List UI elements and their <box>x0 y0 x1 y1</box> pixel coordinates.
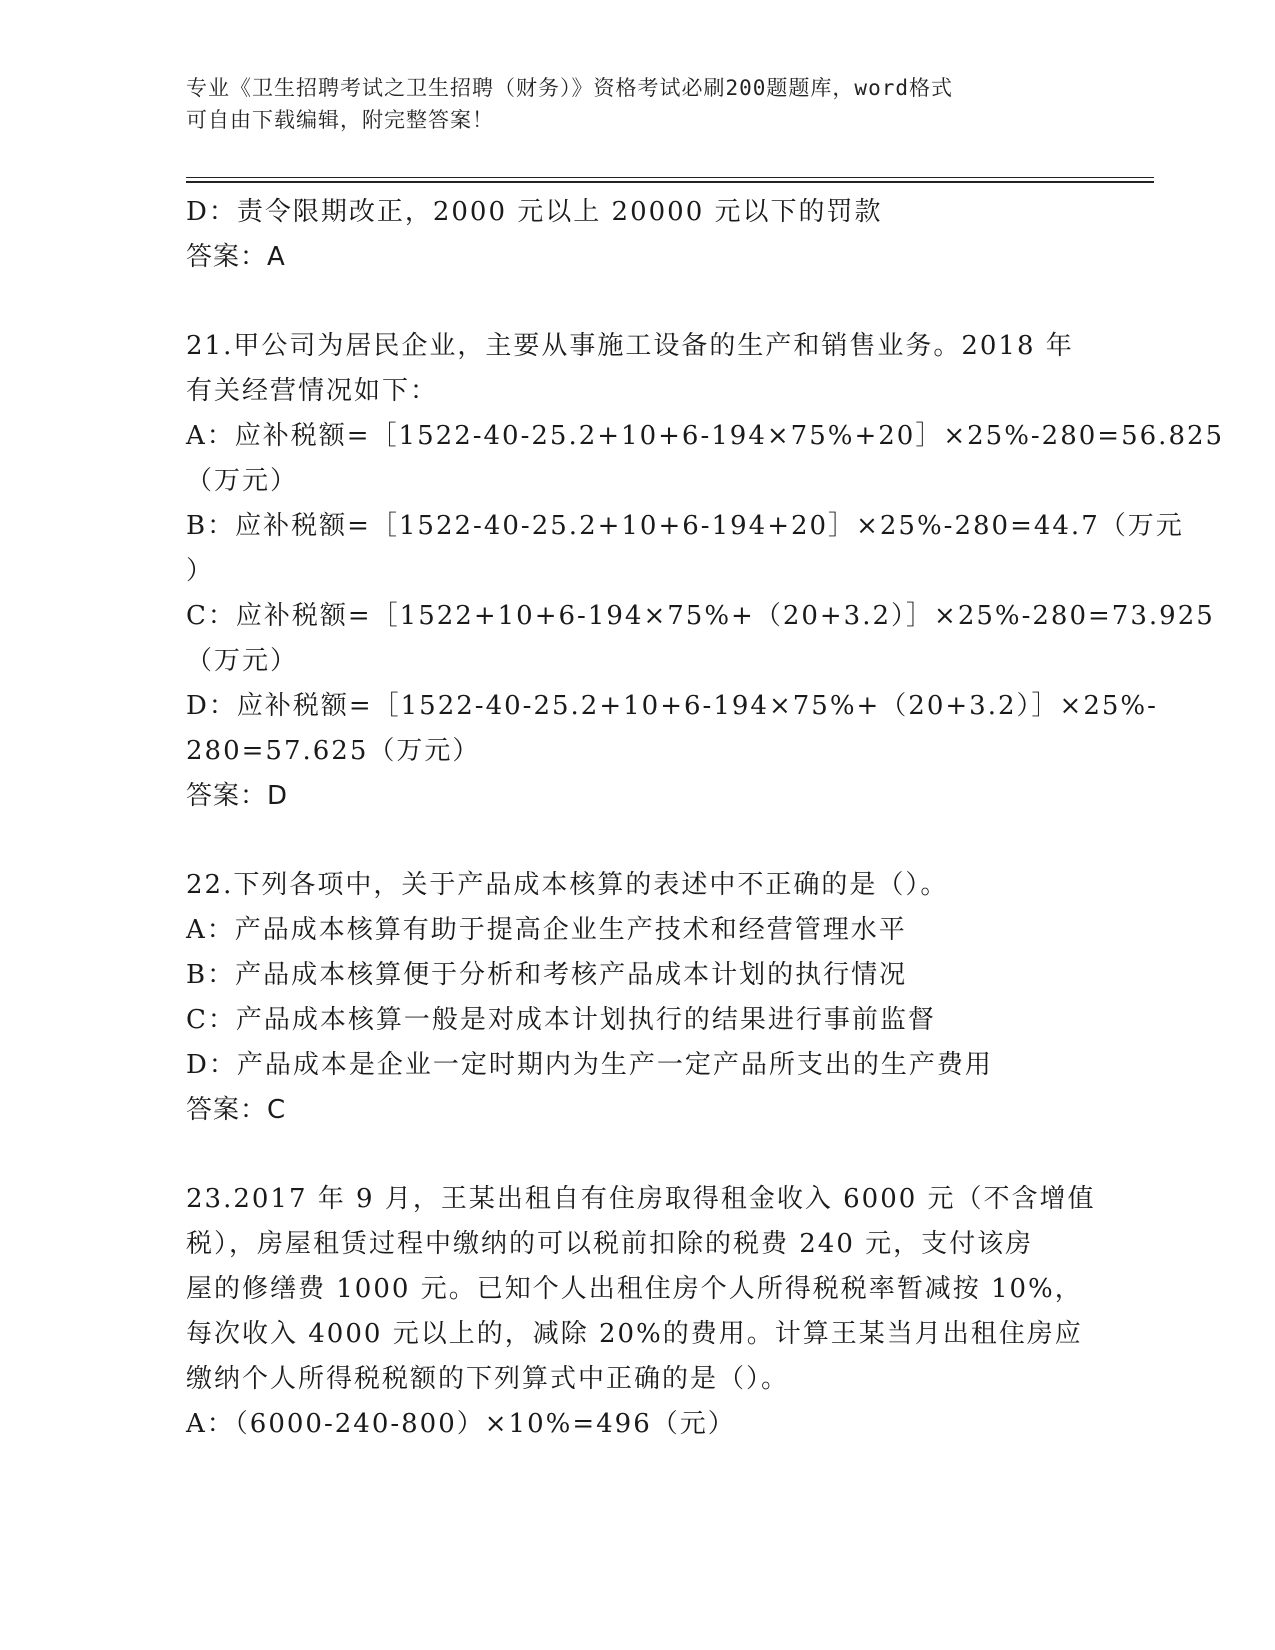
header-title-line-1: 专业《卫生招聘考试之卫生招聘（财务）》资格考试必刷200题题库，word格式 <box>186 76 953 100</box>
block-spacer <box>186 280 1086 324</box>
option-line: A：（6000-240-800）×10%=496（元） <box>186 1409 736 1439</box>
option-line: （万元） <box>186 646 299 676</box>
option-line: （万元） <box>186 466 299 496</box>
question-block <box>186 190 1086 280</box>
option-line: B：应补税额=［1522-40-25.2+10+6-194+20］×25%-280=44.7（万元 <box>186 511 1184 541</box>
option-line: C：应补税额=［1522+10+6-194×75%+（20+3.2）］×25%-280=73.925 <box>186 601 1215 631</box>
block-spacer <box>186 1133 1086 1177</box>
option-line: A：产品成本核算有助于提高企业生产技术和经营管理水平 <box>186 915 907 945</box>
question-text-line: 屋的修缮费 1000 元。已知个人出租住房个人所得税税率暂减按 10%， <box>186 1274 1083 1304</box>
header-divider-thin <box>186 177 1154 178</box>
question-block <box>186 324 1225 819</box>
question-text-line: 21.甲公司为居民企业，主要从事施工设备的生产和销售业务。2018 年 <box>186 331 1074 361</box>
question-text-line: 有关经营情况如下： <box>186 376 439 406</box>
question-text-line: 23.2017 年 9 月，王某出租自有住房取得租金收入 6000 元（不含增值 <box>186 1184 1096 1214</box>
option-line: D：责令限期改正，2000 元以上 20000 元以下的罚款 <box>186 197 883 227</box>
option-line: C：产品成本核算一般是对成本计划执行的结果进行事前监督 <box>186 1005 936 1035</box>
document-body <box>186 190 1225 1447</box>
answer-line: 答案：D <box>186 781 289 811</box>
question-text-line: 22.下列各项中，关于产品成本核算的表述中不正确的是（）。 <box>186 870 949 900</box>
option-line: D：应补税额=［1522-40-25.2+10+6-194×75%+（20+3.2）］×25%- <box>186 691 1158 721</box>
question-block <box>186 863 1086 1133</box>
question-text-line: 缴纳个人所得税税额的下列算式中正确的是（）。 <box>186 1364 790 1394</box>
option-line: D：产品成本是企业一定时期内为生产一定产品所支出的生产费用 <box>186 1050 993 1080</box>
header-divider-thick <box>186 181 1154 183</box>
block-spacer <box>186 819 1086 863</box>
option-line: ） <box>186 556 215 586</box>
option-line: B：产品成本核算便于分析和考核产品成本计划的执行情况 <box>186 960 908 990</box>
header-title-line-2: 可自由下载编辑，附完整答案！ <box>186 108 494 132</box>
option-line: 280=57.625（万元） <box>186 736 481 766</box>
question-text-line: 每次收入 4000 元以上的，减除 20%的费用。计算王某当月出租住房应 <box>186 1319 1083 1349</box>
option-line: A：应补税额=［1522-40-25.2+10+6-194×75%+20］×25%-280=56.825 <box>186 421 1225 451</box>
question-text-line: 税），房屋租赁过程中缴纳的可以税前扣除的税费 240 元，支付该房 <box>186 1229 1034 1259</box>
answer-line: 答案：C <box>186 1095 287 1125</box>
document-header <box>186 72 1066 136</box>
answer-line: 答案：A <box>186 242 286 272</box>
question-block <box>186 1177 1096 1447</box>
